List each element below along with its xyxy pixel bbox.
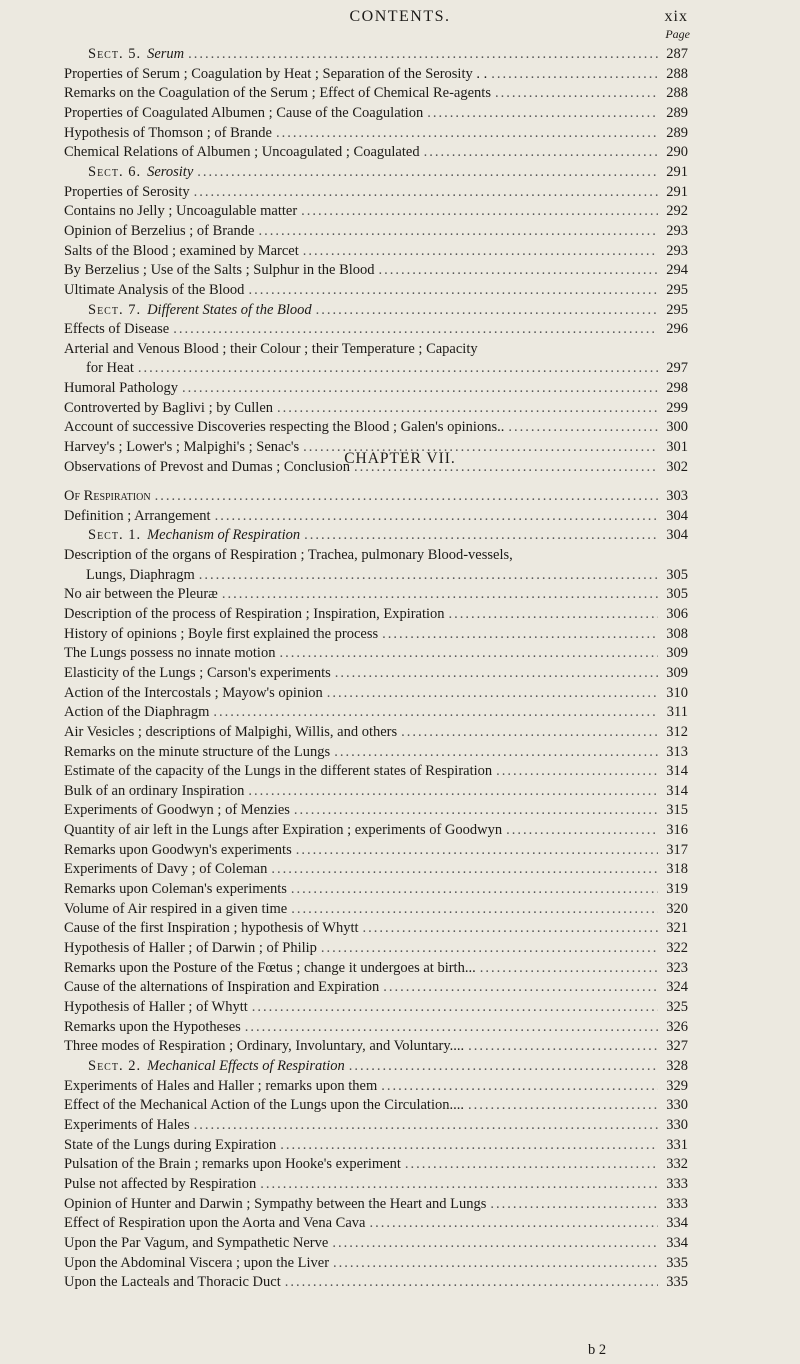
section-number: Sect. 5. (88, 45, 142, 62)
toc-entry-text: Experiments of Hales and Haller ; remarks upon them (64, 1077, 378, 1094)
toc-entry-text: Hypothesis of Haller ; of Darwin ; of Philip (64, 940, 317, 957)
toc-entry (64, 880, 688, 900)
toc-section-heading (64, 526, 688, 546)
page-number: 313 (666, 743, 688, 760)
page-number: 301 (666, 439, 688, 456)
dot-leader (296, 841, 658, 861)
toc-entry (64, 507, 688, 527)
toc-entry (64, 978, 688, 998)
toc-entry-text: History of opinions ; Boyle first explained the process (64, 625, 379, 642)
toc-entry (64, 1273, 688, 1293)
dot-leader (383, 978, 658, 998)
page-number: 321 (666, 920, 688, 937)
dot-leader (316, 301, 658, 321)
toc-entry (64, 684, 688, 704)
toc-entry (64, 900, 688, 920)
toc-entry (64, 124, 688, 144)
dot-leader (197, 163, 658, 183)
toc-entry (64, 566, 688, 586)
dot-leader (506, 821, 658, 841)
dot-leader (245, 1018, 658, 1038)
toc-entry (64, 664, 688, 684)
page-number: 309 (666, 664, 688, 681)
toc-entry-continued (64, 340, 688, 360)
toc-entry-text: Remarks upon the Hypotheses (64, 1018, 241, 1035)
dot-leader (491, 65, 658, 85)
contents-list-section-before (64, 45, 688, 477)
toc-entry-text: Account of successive Discoveries respecting the Blood ; Galen's opinions.. (64, 419, 505, 436)
dot-leader (301, 202, 658, 222)
toc-entry (64, 841, 688, 861)
signature-mark: b 2 (588, 1342, 607, 1358)
toc-entry-text: Volume of Air respired in a given time (64, 900, 288, 917)
page-number: 291 (666, 183, 688, 200)
toc-entry (64, 183, 688, 203)
toc-entry-text: Elasticity of the Lungs ; Carson's experiments (64, 664, 331, 681)
page-number: 300 (666, 419, 688, 436)
toc-entry (64, 360, 688, 380)
page-number: 316 (666, 822, 688, 839)
page-number: 327 (666, 1038, 688, 1055)
toc-entry (64, 1214, 688, 1234)
toc-entry (64, 487, 688, 507)
page-number: 319 (666, 881, 688, 898)
toc-entry (64, 1077, 688, 1097)
toc-entry (64, 104, 688, 124)
toc-entry (64, 1037, 688, 1057)
toc-entry-text: Lungs, Diaphragm (86, 566, 195, 583)
dot-leader (379, 261, 658, 281)
toc-entry-text: Hypothesis of Haller ; of Whytt (64, 999, 248, 1016)
dot-leader (332, 1234, 658, 1254)
toc-entry-text: Effect of the Mechanical Action of the Lungs upon the Circulation.... (64, 1097, 464, 1114)
page-number: 296 (666, 321, 688, 338)
toc-section-heading (64, 301, 688, 321)
toc-entry-text: Ultimate Analysis of the Blood (64, 281, 245, 298)
page-number: 322 (666, 940, 688, 957)
toc-entry-text: Upon the Abdominal Viscera ; upon the Liver (64, 1254, 330, 1271)
toc-entry-text: Contains no Jelly ; Uncoagulable matter (64, 203, 298, 220)
toc-entry (64, 998, 688, 1018)
toc-entry-text: Upon the Par Vagum, and Sympathetic Nerve (64, 1234, 329, 1251)
toc-entry-text: Quantity of air left in the Lungs after Expiration ; experiments of Goodwyn (64, 822, 503, 839)
dot-leader (496, 762, 658, 782)
dot-leader (173, 320, 658, 340)
page-number: 320 (666, 900, 688, 917)
toc-entry-text: The Lungs possess no innate motion (64, 645, 276, 662)
dot-leader (304, 526, 658, 546)
toc-entry (64, 143, 688, 163)
toc-entry-text: Pulsation of the Brain ; remarks upon Hooke's experiment (64, 1156, 401, 1173)
page-number: 317 (666, 841, 688, 858)
page-number: 294 (666, 262, 688, 279)
toc-entry-text: Properties of Coagulated Albumen ; Cause of the Coagulation (64, 104, 424, 121)
page-number: 288 (666, 85, 688, 102)
page-number: 306 (666, 605, 688, 622)
toc-entry (64, 959, 688, 979)
page-number: 318 (666, 861, 688, 878)
page-number: 332 (666, 1156, 688, 1173)
chapter-heading: CHAPTER VII. (344, 450, 456, 467)
toc-entry-text: Remarks upon Goodwyn's experiments (64, 841, 292, 858)
toc-entry (64, 625, 688, 645)
section-number: Sect. 2. (88, 1058, 142, 1075)
dot-leader (188, 45, 658, 65)
page-number: 335 (666, 1274, 688, 1291)
toc-entry (64, 802, 688, 822)
toc-entry (64, 1116, 688, 1136)
page-number: 326 (666, 1018, 688, 1035)
page-number: 328 (666, 1058, 688, 1075)
section-title: Serum (147, 45, 185, 62)
page-number: 290 (666, 144, 688, 161)
toc-entry-text: Experiments of Davy ; of Coleman (64, 861, 268, 878)
page-number: 334 (666, 1215, 688, 1232)
toc-entry-text: Cause of the alternations of Inspiration and Expiration (64, 979, 380, 996)
toc-entry (64, 762, 688, 782)
page-number: 331 (666, 1136, 688, 1153)
toc-entry-text: Observations of Prevost and Dumas ; Conclusion (64, 458, 350, 475)
page-number: 330 (666, 1097, 688, 1114)
toc-entry (64, 1175, 688, 1195)
toc-entry-text: Opinion of Berzelius ; of Brande (64, 222, 255, 239)
section-number: Sect. 7. (88, 301, 142, 318)
toc-entry-text: Arterial and Venous Blood ; their Colour ; their Temperature ; Capacity (64, 340, 478, 357)
page-number: 293 (666, 242, 688, 259)
toc-entry (64, 261, 688, 281)
toc-entry (64, 281, 688, 301)
toc-entry-text: Opinion of Hunter and Darwin ; Sympathy between the Heart and Lungs (64, 1195, 487, 1212)
dot-leader (303, 242, 658, 262)
toc-entry-text: Cause of the first Inspiration ; hypothesis of Whytt (64, 920, 359, 937)
dot-leader (468, 1037, 658, 1057)
toc-entry-text: Hypothesis of Thomson ; of Brande (64, 124, 272, 141)
dot-leader (215, 507, 658, 527)
page-number: 311 (666, 704, 688, 721)
toc-entry (64, 723, 688, 743)
dot-leader (508, 418, 658, 438)
toc-entry (64, 379, 688, 399)
dot-leader (277, 399, 658, 419)
toc-entry (64, 821, 688, 841)
toc-entry (64, 84, 688, 104)
dot-leader (271, 860, 658, 880)
page-number: 324 (666, 979, 688, 996)
section-number: Sect. 6. (88, 163, 142, 180)
dot-leader (427, 104, 658, 124)
page-column-label: Page (665, 27, 690, 41)
page-number: 314 (666, 782, 688, 799)
toc-entry (64, 65, 688, 85)
dot-leader (258, 222, 658, 242)
dot-leader (468, 1096, 658, 1116)
page-number: 335 (666, 1254, 688, 1271)
dot-leader (349, 1057, 658, 1077)
toc-entry (64, 222, 688, 242)
toc-entry (64, 1018, 688, 1038)
toc-section-heading (64, 163, 688, 183)
toc-entry-text: for Heat (86, 360, 134, 377)
toc-entry-text: Estimate of the capacity of the Lungs in the different states of Respiration (64, 763, 493, 780)
dot-leader (279, 644, 658, 664)
section-number: Sect. 1. (88, 527, 142, 544)
dot-leader (248, 782, 658, 802)
dot-leader (248, 281, 658, 301)
toc-section-heading (64, 45, 688, 65)
dot-leader (276, 124, 658, 144)
toc-entry-text: Experiments of Goodwyn ; of Menzies (64, 802, 290, 819)
toc-entry-text: State of the Lungs during Expiration (64, 1136, 277, 1153)
page-number: 303 (666, 487, 688, 504)
page-number: 304 (666, 527, 688, 544)
dot-leader (291, 880, 658, 900)
toc-entry-text: Remarks upon Coleman's experiments (64, 881, 287, 898)
page-number: 314 (666, 763, 688, 780)
page-number: 293 (666, 222, 688, 239)
toc-entry (64, 1096, 688, 1116)
dot-leader (381, 1077, 658, 1097)
toc-entry (64, 1136, 688, 1156)
dot-leader (321, 939, 658, 959)
toc-entry-text: Upon the Lacteals and Thoracic Duct (64, 1274, 281, 1291)
dot-leader (222, 585, 658, 605)
dot-leader (335, 664, 658, 684)
page-number: 291 (666, 163, 688, 180)
toc-entry-text: Effects of Disease (64, 321, 170, 338)
page-number: 325 (666, 999, 688, 1016)
dot-leader (333, 1254, 658, 1274)
dot-leader (285, 1273, 658, 1293)
toc-entry (64, 1155, 688, 1175)
page-number: 310 (666, 684, 688, 701)
dot-leader (363, 919, 658, 939)
page-number: 333 (666, 1175, 688, 1192)
toc-entry-text: Of Respiration (64, 487, 151, 504)
page-number: 295 (666, 281, 688, 298)
page-number: 315 (666, 802, 688, 819)
toc-entry (64, 1254, 688, 1274)
page-number: 289 (666, 104, 688, 121)
dot-leader (334, 743, 658, 763)
page-folio: xix (664, 8, 688, 25)
page-number: 299 (666, 399, 688, 416)
toc-entry (64, 1195, 688, 1215)
toc-entry-text: Harvey's ; Lower's ; Malpighi's ; Senac's (64, 439, 300, 456)
page-number: 289 (666, 124, 688, 141)
toc-entry-text: Remarks on the Coagulation of the Serum ; Effect of Chemical Re-agents (64, 85, 491, 102)
page-number: 330 (666, 1116, 688, 1133)
toc-entry-text: Remarks on the minute structure of the Lungs (64, 743, 331, 760)
dot-leader (369, 1214, 658, 1234)
toc-entry-text: Action of the Intercostals ; Mayow's opinion (64, 684, 323, 701)
toc-entry-text: Humoral Pathology (64, 380, 178, 397)
toc-entry-text: Description of the organs of Respiration ; Trachea, pulmonary Blood-vessels, (64, 546, 513, 563)
dot-leader (382, 625, 658, 645)
page-number: 323 (666, 959, 688, 976)
dot-leader (401, 723, 658, 743)
dot-leader (260, 1175, 658, 1195)
toc-entry-text: No air between the Pleuræ (64, 586, 218, 603)
page-number: 305 (666, 586, 688, 603)
toc-entry-text: Definition ; Arrangement (64, 507, 211, 524)
page-number: 298 (666, 380, 688, 397)
toc-entry-text: Remarks upon the Posture of the Fœtus ; change it undergoes at birth... (64, 959, 476, 976)
page-number: 312 (666, 723, 688, 740)
toc-entry-text: Description of the process of Respiration ; Inspiration, Expiration (64, 605, 445, 622)
toc-entry-text: Pulse not affected by Respiration (64, 1175, 257, 1192)
page-number: 292 (666, 203, 688, 220)
toc-entry (64, 782, 688, 802)
dot-leader (424, 143, 658, 163)
toc-entry-text: Three modes of Respiration ; Ordinary, Involuntary, and Voluntary.... (64, 1038, 465, 1055)
section-title: Mechanism of Respiration (147, 527, 301, 544)
toc-entry-text: Properties of Serum ; Coagulation by Heat ; Separation of the Serosity . . (64, 65, 488, 82)
toc-entry (64, 919, 688, 939)
page-number: 329 (666, 1077, 688, 1094)
page-number: 295 (666, 301, 688, 318)
page-number: 288 (666, 65, 688, 82)
toc-entry (64, 585, 688, 605)
dot-leader (182, 379, 658, 399)
toc-entry-text: Experiments of Hales (64, 1116, 190, 1133)
toc-entry (64, 644, 688, 664)
toc-entry (64, 399, 688, 419)
toc-entry-text: Properties of Serosity (64, 183, 190, 200)
toc-entry (64, 320, 688, 340)
page-number: 333 (666, 1195, 688, 1212)
toc-entry-text: Effect of Respiration upon the Aorta and Vena Cava (64, 1215, 366, 1232)
dot-leader (194, 183, 658, 203)
toc-entry-text: Salts of the Blood ; examined by Marcet (64, 242, 299, 259)
dot-leader (291, 900, 658, 920)
dot-leader (480, 959, 658, 979)
dot-leader (194, 1116, 658, 1136)
toc-entry (64, 743, 688, 763)
page-number: 308 (666, 625, 688, 642)
dot-leader (294, 801, 658, 821)
dot-leader (449, 605, 658, 625)
page-number: 309 (666, 645, 688, 662)
page-number: 304 (666, 507, 688, 524)
toc-entry-continued (64, 546, 688, 566)
dot-leader (495, 84, 658, 104)
toc-entry-text: Chemical Relations of Albumen ; Uncoagulated ; Coagulated (64, 144, 420, 161)
dot-leader (155, 487, 658, 507)
toc-entry (64, 418, 688, 438)
dot-leader (213, 703, 658, 723)
dot-leader (490, 1195, 658, 1215)
toc-entry (64, 703, 688, 723)
dot-leader (199, 566, 658, 586)
toc-entry-text: Bulk of an ordinary Inspiration (64, 782, 245, 799)
toc-entry (64, 1234, 688, 1254)
page-number: 305 (666, 566, 688, 583)
page-number: 302 (666, 458, 688, 475)
page-number: 287 (666, 45, 688, 62)
toc-entry-text: By Berzelius ; Use of the Salts ; Sulphur in the Blood (64, 262, 375, 279)
toc-entry-text: Controverted by Baglivi ; by Cullen (64, 399, 274, 416)
toc-entry-text: Action of the Diaphragm (64, 704, 210, 721)
toc-entry (64, 605, 688, 625)
toc-entry (64, 242, 688, 262)
dot-leader (405, 1155, 658, 1175)
running-head: CONTENTS. (349, 8, 451, 25)
page-number: 334 (666, 1234, 688, 1251)
toc-entry (64, 939, 688, 959)
toc-entry (64, 202, 688, 222)
section-title: Mechanical Effects of Respiration (147, 1058, 345, 1075)
dot-leader (252, 998, 658, 1018)
section-title: Different States of the Blood (147, 301, 312, 318)
section-title: Serosity (147, 163, 194, 180)
contents-list-chapter-vii (64, 487, 688, 1293)
dot-leader (280, 1136, 658, 1156)
dot-leader (327, 684, 658, 704)
dot-leader (138, 359, 658, 379)
toc-entry (64, 860, 688, 880)
page-number: 297 (666, 360, 688, 377)
toc-section-heading (64, 1057, 688, 1077)
toc-entry-text: Air Vesicles ; descriptions of Malpighi, Willis, and others (64, 723, 398, 740)
